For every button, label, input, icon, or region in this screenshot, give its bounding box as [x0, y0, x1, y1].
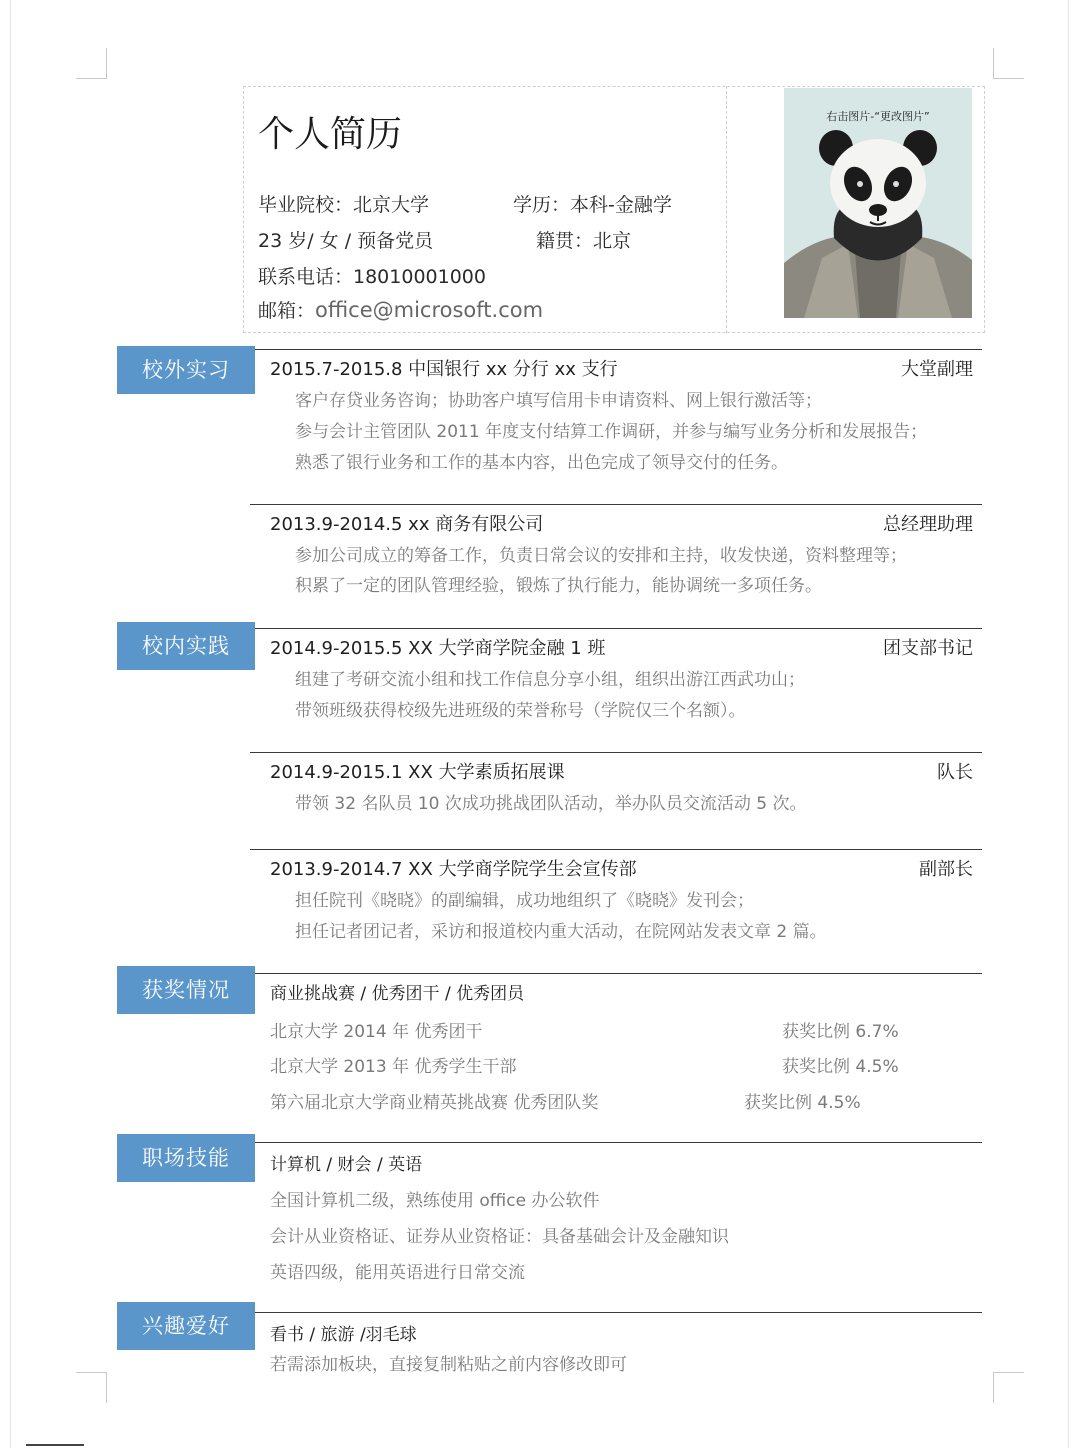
- section-tag-campus[interactable]: 校内实践: [117, 622, 255, 670]
- award-name[interactable]: 第六届北京大学商业精英挑战赛 优秀团队奖: [270, 1093, 599, 1113]
- hobbies-summary[interactable]: 看书 / 旅游 /羽毛球: [270, 1325, 417, 1345]
- entry-role[interactable]: 总经理助理: [883, 514, 973, 535]
- skill-line[interactable]: 全国计算机二级，熟练使用 office 办公软件: [270, 1191, 600, 1211]
- section-tag-skills[interactable]: 职场技能: [117, 1134, 255, 1182]
- scroll-indicator: [26, 1444, 84, 1446]
- page-edge-left: [10, 0, 11, 1448]
- entry-line[interactable]: 担任院刊《晓晓》的副编辑，成功地组织了《晓晓》发刊会；: [295, 891, 754, 911]
- photo-caption: 右击图片-“更改图片”: [826, 110, 930, 123]
- crop-mark-bottom-right: [993, 1372, 1024, 1403]
- section-rule: [255, 973, 982, 974]
- basic-info[interactable]: 23 岁/ 女 / 预备党员: [258, 230, 434, 252]
- award-ratio[interactable]: 获奖比例 6.7%: [782, 1022, 899, 1042]
- crop-mark-top-right: [993, 48, 1024, 79]
- entry-rule: [250, 504, 982, 505]
- header-divider: [726, 86, 727, 333]
- award-name[interactable]: 北京大学 2014 年 优秀团干: [270, 1022, 483, 1042]
- award-ratio[interactable]: 获奖比例 4.5%: [744, 1093, 861, 1113]
- degree-info[interactable]: 学历：本科-金融学: [513, 194, 672, 216]
- entry-rule: [250, 752, 982, 753]
- resume-title[interactable]: 个人简历: [258, 114, 403, 155]
- entry-role[interactable]: 大堂副理: [901, 359, 973, 380]
- entry-line[interactable]: 积累了一定的团队管理经验，锻炼了执行能力，能协调统一多项任务。: [295, 576, 822, 596]
- entry-role[interactable]: 副部长: [919, 859, 973, 880]
- entry-line[interactable]: 熟悉了银行业务和工作的基本内容，出色完成了领导交付的任务。: [295, 453, 788, 473]
- section-rule: [255, 1312, 982, 1313]
- page-edge-right: [1068, 0, 1069, 1448]
- entry-header[interactable]: 2013.9-2014.7 XX 大学商学院学生会宣传部: [270, 859, 637, 880]
- origin-info[interactable]: 籍贯：北京: [536, 230, 632, 252]
- skill-line[interactable]: 英语四级，能用英语进行日常交流: [270, 1263, 525, 1283]
- entry-header[interactable]: 2015.7-2015.8 中国银行 xx 分行 xx 支行: [270, 359, 618, 380]
- award-name[interactable]: 北京大学 2013 年 优秀学生干部: [270, 1057, 517, 1077]
- entry-line[interactable]: 参加公司成立的筹备工作，负责日常会议的安排和主持，收发快递，资料整理等；: [295, 546, 907, 566]
- skill-line[interactable]: 会计从业资格证、证券从业资格证：具备基础会计及金融知识: [270, 1227, 729, 1247]
- email-info[interactable]: [258, 296, 543, 323]
- entry-line[interactable]: 担任记者团记者，采访和报道校内重大活动，在院网站发表文章 2 篇。: [295, 922, 827, 942]
- email-label: 邮箱：: [258, 300, 316, 322]
- entry-role[interactable]: 队长: [937, 762, 973, 783]
- section-tag-awards[interactable]: 获奖情况: [117, 966, 255, 1014]
- section-rule: [255, 349, 982, 350]
- crop-mark-top-left: [76, 48, 107, 79]
- entry-line[interactable]: 参与会计主管团队 2011 年度支付结算工作调研，并参与编写业务分析和发展报告；: [295, 422, 928, 442]
- entry-role[interactable]: 团支部书记: [883, 638, 973, 659]
- entry-header[interactable]: 2014.9-2015.1 XX 大学素质拓展课: [270, 762, 565, 783]
- school-info[interactable]: 毕业院校：北京大学: [258, 194, 430, 216]
- award-ratio[interactable]: 获奖比例 4.5%: [782, 1057, 899, 1077]
- crop-mark-bottom-left: [76, 1372, 107, 1403]
- entry-line[interactable]: 客户存贷业务咨询；协助客户填写信用卡申请资料、网上银行激活等；: [295, 391, 822, 411]
- panda-portrait-image[interactable]: [784, 88, 972, 318]
- entry-line[interactable]: 带领 32 名队员 10 次成功挑战团队活动，举办队员交流活动 5 次。: [295, 794, 807, 814]
- section-tag-hobbies[interactable]: 兴趣爱好: [117, 1302, 255, 1350]
- entry-line[interactable]: 带领班级获得校级先进班级的荣誉称号（学院仅三个名额）。: [295, 701, 746, 721]
- email-value: office@microsoft.com: [315, 298, 544, 322]
- section-rule: [255, 1142, 982, 1143]
- section-rule: [255, 628, 982, 629]
- hobbies-note[interactable]: 若需添加板块，直接复制粘贴之前内容修改即可: [270, 1355, 627, 1375]
- section-tag-internship[interactable]: 校外实习: [117, 346, 255, 394]
- phone-info[interactable]: 联系电话：18010001000: [258, 266, 486, 288]
- awards-summary[interactable]: 商业挑战赛 / 优秀团干 / 优秀团员: [270, 984, 525, 1004]
- entry-header[interactable]: 2014.9-2015.5 XX 大学商学院金融 1 班: [270, 638, 606, 659]
- skills-summary[interactable]: 计算机 / 财会 / 英语: [270, 1155, 423, 1175]
- entry-header[interactable]: 2013.9-2014.5 xx 商务有限公司: [270, 514, 544, 535]
- entry-line[interactable]: 组建了考研交流小组和找工作信息分享小组，组织出游江西武功山；: [295, 670, 805, 690]
- entry-rule: [250, 849, 982, 850]
